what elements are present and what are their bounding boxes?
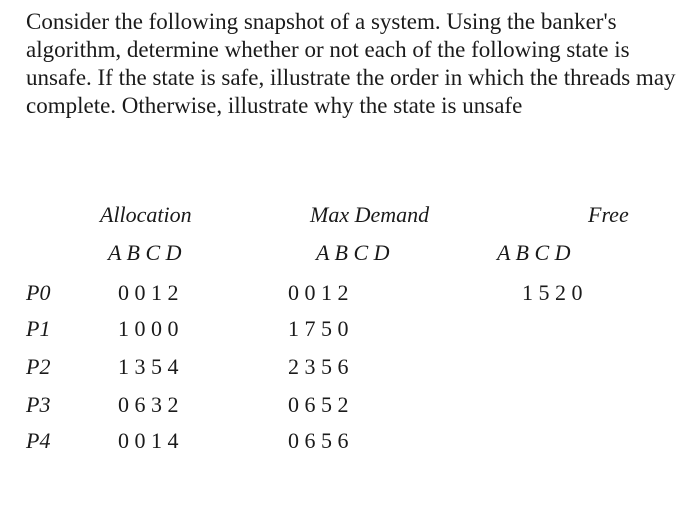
max-demand-value: 1 7 5 0 bbox=[288, 316, 349, 341]
allocation-value: 0 0 1 4 bbox=[118, 428, 179, 453]
free-header: Free bbox=[588, 202, 629, 227]
process-label: P3 bbox=[26, 392, 51, 417]
free-resource-labels: A B C D bbox=[497, 240, 571, 265]
allocation-value: 1 0 0 0 bbox=[118, 316, 179, 341]
process-label: P1 bbox=[26, 316, 51, 341]
max-demand-value: 0 6 5 2 bbox=[288, 392, 349, 417]
allocation-header: Allocation bbox=[100, 202, 192, 227]
free-value: 1 5 2 0 bbox=[522, 280, 583, 305]
allocation-resource-labels: A B C D bbox=[108, 240, 182, 265]
process-label: P2 bbox=[26, 354, 51, 379]
allocation-value: 1 3 5 4 bbox=[118, 354, 179, 379]
max-demand-value: 0 0 1 2 bbox=[288, 280, 349, 305]
max-demand-value: 2 3 5 6 bbox=[288, 354, 349, 379]
max-demand-resource-labels: A B C D bbox=[316, 240, 390, 265]
allocation-value: 0 0 1 2 bbox=[118, 280, 179, 305]
question-text: Consider the following snapshot of a system. Using the banker's algorithm, determine whether or not each of the following state is unsafe. If the state is safe, illustrate the order in which the threads may complete. Otherwise, illustrate why the state is unsafe bbox=[26, 9, 676, 118]
process-label: P4 bbox=[26, 428, 51, 453]
max-demand-value: 0 6 5 6 bbox=[288, 428, 349, 453]
allocation-value: 0 6 3 2 bbox=[118, 392, 179, 417]
max-demand-header: Max Demand bbox=[310, 202, 430, 227]
process-label: P0 bbox=[26, 280, 51, 305]
